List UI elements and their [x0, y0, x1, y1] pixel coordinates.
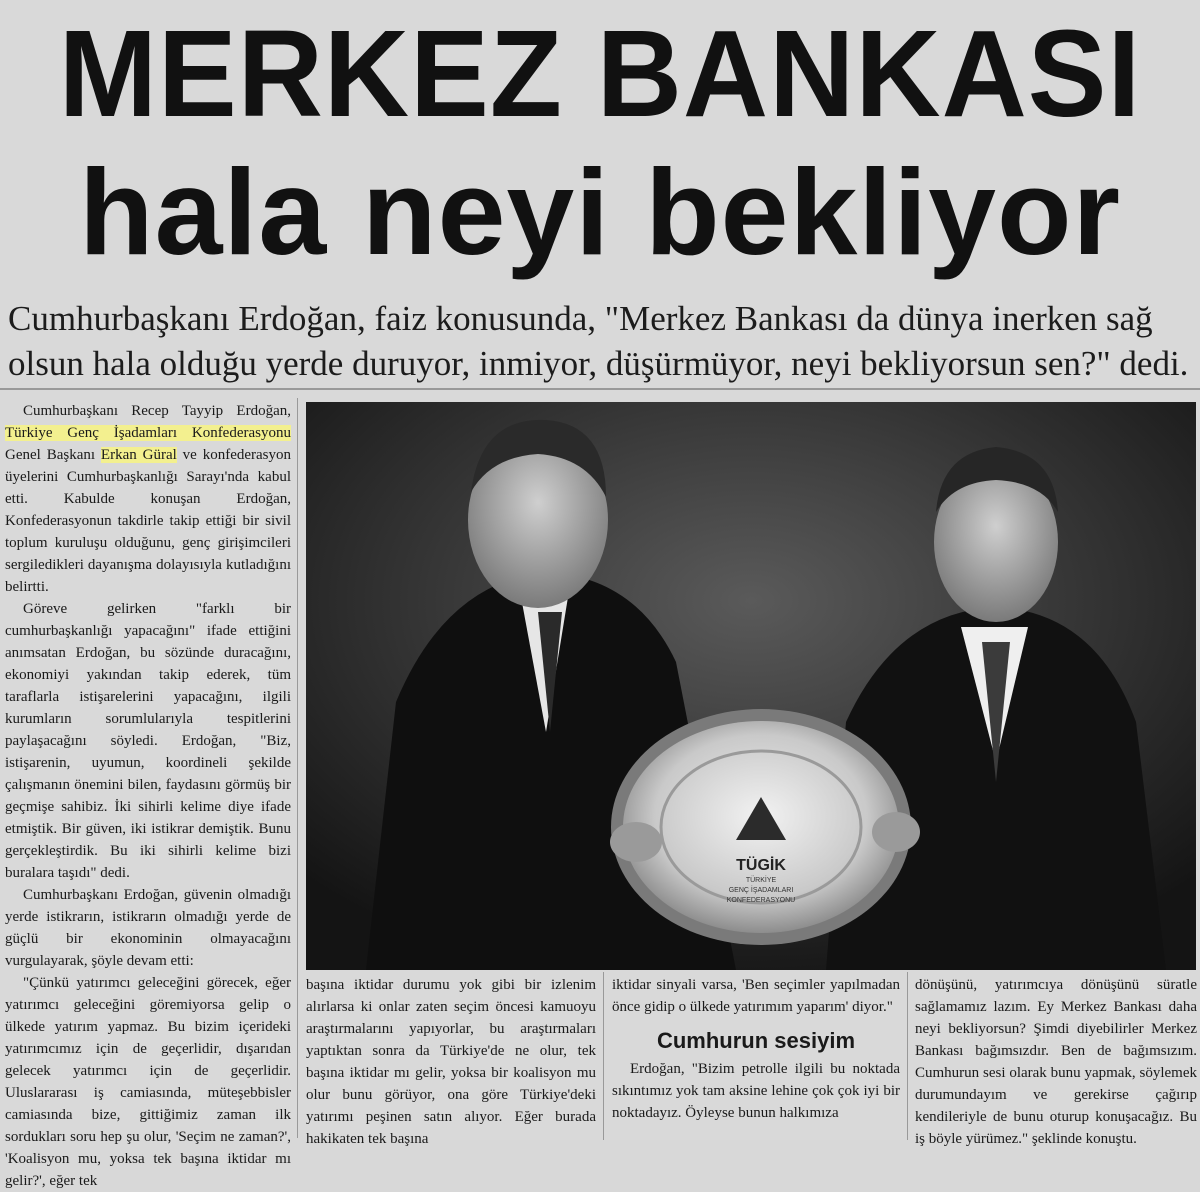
- paragraph: Erdoğan, "Bizim petrolle ilgili bu noktada sıkıntımız yok tam aksine lehine çok çok iyi bir noktadayız. Öyleyse bunun halkımıza: [612, 1061, 900, 1121]
- column-rule: [603, 972, 604, 1140]
- article-column-d: [915, 974, 1197, 1150]
- divider-line: [0, 388, 1200, 390]
- plaque-line-1: TÜRKİYE: [745, 877, 777, 884]
- highlight-person: Erkan Güral: [100, 447, 177, 463]
- text-run: Genel Başkanı: [5, 447, 101, 463]
- plaque-line-3: KONFEDERASYONU: [726, 897, 796, 904]
- plaque-line-2: GENÇ İŞADAMLARI: [728, 887, 794, 894]
- lede-paragraph: Cumhurbaşkanı Erdoğan, faiz konusunda, "Merkez Bankası da dünya inerken sağ olsun hala olduğu yerde duruyor, inmiyor, düşürmüyor, neyi bekliyorsun sen?" dedi.: [8, 299, 1189, 383]
- highlight-organization: Türkiye Genç İşadamları Konfederasyonu: [5, 425, 291, 441]
- paragraph-3: Cumhurbaşkanı Erdoğan, güvenin olmadığı yerde istikrarın, istikrarın olmadığı yerde de güçlü bir ekonominin olmayacağını vurgulayarak, şöyle devam etti:: [5, 887, 291, 969]
- article-column-b: [306, 974, 596, 1150]
- headline-line-2: hala neyi bekliyor: [79, 144, 1121, 280]
- news-photo: [306, 402, 1196, 970]
- paragraph-continued: dönüşünü, yatırımcıya dönüşünü süratle sağlamamız lazım. Ey Merkez Bankası daha neyi bekliyorsun? Şimdi diyebilirler Merkez Bankası bağımsızdır. Ben de bağımsızım. Cumhurun sesi olarak bunu yapmak, söylemek durumundayım ve gerekirse çağırıp kendileriyle de bunu oturup konuşacağız. Bu iş böyle yürümez." şeklinde konuştu.: [915, 977, 1197, 1147]
- article-column-c: [612, 974, 900, 1124]
- paragraph-2: Göreve gelirken "farklı bir cumhurbaşkanlığı yapacağını" ifade ettiğini anımsatan Erdoğan, bu sözünde duracağını, ekonomiyi yakından takip ederek, tüm taraflarla istişarelerini yapacağını, ilgili kurumların sorumlularıyla tespitlerini paylaşacağını söyledi. Erdoğan, "Biz, istişarenin, uyumun, koordineli şekilde çalışmanın önemini bilen, faydasını görmüş bir geçmişe sahibiz. İki sihirli kelime diye ifade etmiştik. Bir güven, iki istikrar demiştik. Bunu gerçekleştirdik. Bu iki sihirli kelime bizi buralara taşıdı" dedi.: [5, 601, 291, 881]
- column-rule: [907, 972, 908, 1140]
- paragraph-4: "Çünkü yatırımcı geleceğini görecek, eğer yatırımcı geleceğini göremiyorsa gelip o ülkede yatırım yapmaz. Bu bizim içerideki yatırımcımız için de geçerlidir, dışarıdan gelecek yatırımcı için de geçerlidir. Uluslararası iş camiasında, müteşebbisler camiasında bize, gittiğimiz zaman ilk sordukları soru hep şu olur, 'Seçim ne zaman?', 'Koalisyon mu, yoksa tek başına iktidar mı gelir?', eğer tek: [5, 975, 291, 1189]
- column-rule-left: [297, 398, 298, 1138]
- paragraph-continued: iktidar sinyali varsa, 'Ben seçimler yapılmadan önce gidip o ülkede yatırımım yaparım' diyor.": [612, 977, 900, 1015]
- paragraph-continued: başına iktidar durumu yok gibi bir izlenim alırlarsa ki onlar zaten seçim öncesi kamuoyu araştırmalarını yapıyorlar, bu araştırmaları yaptıktan sonra da Türkiye'de ne olur, tek başına iktidar mı gelir, yoksa bir koalisyon mu olur bunu görüyor, ona göre Türkiye'deki yatırımı peşinen satın alıyor. Eğer burada hakikaten tek başına: [306, 977, 596, 1147]
- text-run: Cumhurbaşkanı Recep Tayyip Erdoğan,: [23, 403, 291, 419]
- article-column-left: [5, 400, 292, 1189]
- text-run: ve konfederasyon üyelerini Cumhurbaşkanlığı Sarayı'nda kabul etti. Kabulde konuşan Erdoğan, Konfederasyonun takdirle takip ettiği bir sivil toplum kuruluşu olduğunu, genç girişimcileri sergiledikleri dayanışma dolayısıyla kutladığını belirtti.: [5, 447, 292, 595]
- photo-illustration: [306, 402, 1196, 970]
- headline-line-1: MERKEZ BANKASI: [58, 4, 1142, 144]
- plaque-brand: TÜGİK: [736, 857, 786, 874]
- subheading: Cumhurun sesiyim: [656, 1028, 856, 1053]
- paragraph-1: [5, 400, 291, 598]
